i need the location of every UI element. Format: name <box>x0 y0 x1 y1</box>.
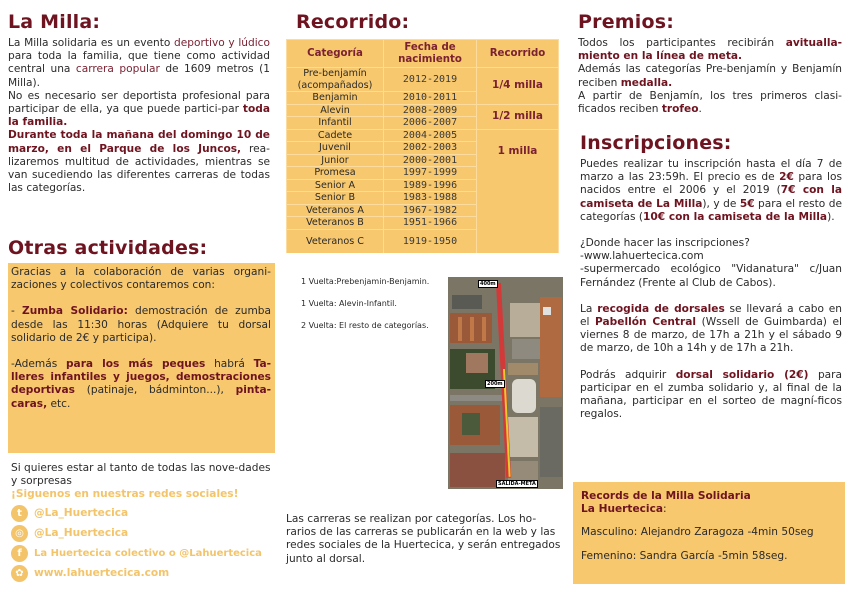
premios-title: Premios: <box>578 11 675 33</box>
laps-list <box>301 277 429 331</box>
map-label-salida-meta: SALIDA-META <box>498 481 536 487</box>
social-instagram-label[interactable]: @La_Huertecica <box>34 527 129 539</box>
header-fecha: Fecha de nacimiento <box>384 40 477 68</box>
zumba-item: - Zumba Solidario: demostración de zumba desde las 11:30 horas (Adquiere tu dorsal solidario de 2€ y participa). <box>11 305 271 344</box>
social-web-label[interactable]: www.lahuertecica.com <box>34 567 170 579</box>
records-title-2: La Huertecica: <box>581 503 667 516</box>
table-row: Infantil 2006-2007 <box>287 117 559 130</box>
table-row: Senior A 1989-1996 <box>287 179 559 192</box>
header-categoria: Categoría <box>287 40 384 68</box>
where-question: ¿Donde hacer las inscripciones? <box>580 237 750 250</box>
table-header-row <box>287 40 559 68</box>
milla-paragraph-1: La Milla solidaria es un evento deportivo y lúdico para toda la familia, que tiene como actividad central una carrera popular de 1609 metros (1 Milla). <box>8 37 270 89</box>
social-intro: Si quieres estar al tanto de todas las nove-dades y sorpresas <box>11 462 271 488</box>
lap-item: 1 Vuelta:Prebenjamin-Benjamin. <box>301 277 430 286</box>
map-label-200m: 200m <box>487 381 503 387</box>
records-box <box>573 482 845 584</box>
record-male: Masculino: Alejandro Zaragoza -4min 50seg <box>581 526 814 539</box>
social-facebook[interactable] <box>11 544 273 564</box>
peques-item: -Además para los más peques habrá Ta-lleres infantiles y juegos, demostraciones deportivas (patinaje, bádminton...), pinta-caras, etc. <box>11 358 272 410</box>
table-row: Veteranos A 1967-1982 <box>287 204 559 217</box>
milla-paragraph-2: No es necesario ser deportista profesional para participar de ella, ya que puede partici-par toda la familia. <box>8 89 270 129</box>
column-right <box>578 0 843 562</box>
milla-paragraph-3: Durante toda la mañana del domingo 10 de marzo, en el Parque de los Juncos, rea-lizaremos multitud de actividades, mientras se van sucediendo las diferentes carreras de todas las categorías. <box>8 129 270 195</box>
route-map <box>448 277 563 489</box>
web-icon: ✿ <box>11 565 28 582</box>
otras-actividades-box <box>8 263 275 453</box>
records-title-1: Records de la Milla Solidaria <box>581 490 751 502</box>
table-row: Veteranos B 1951-1966 <box>287 217 559 230</box>
lap-item: 1 Vuelta: Alevin-Infantil. <box>301 299 397 308</box>
table-row: Juvenil 2002-2003 <box>287 142 559 155</box>
otras-intro: Gracias a la colaboración de varias organi-zaciones y colectivos contaremos con: <box>11 266 271 292</box>
table-row: Junior 2000-2001 <box>287 154 559 167</box>
recorrido-footer: Las carreras se realizan por categorías. Los ho-rarios de las carreras se publicarán en la web y las redes sociales de la Huertecica, y serán entregados junto al dorsal. <box>286 513 561 565</box>
otras-actividades-title: Otras actividades: <box>8 237 208 259</box>
twitter-icon: t <box>11 505 28 522</box>
table-row: Cadete 2004-2005 1 milla <box>287 129 559 142</box>
record-female: Femenino: Sandra García -5min 58seg. <box>581 549 788 562</box>
distance-quarter: 1/4 milla <box>477 68 559 105</box>
where-store: -supermercado ecológico "Vidanatura" c/Juan Fernández (Frente al Club de Cabos). <box>580 263 842 289</box>
premios-text: Todos los participantes recibirán avitualla-miento en la línea de meta. Además las categorías Pre-benjamín y Benjamín reciben medalla. A partir de Benjamín, los tres primeros clasi-ficados reciben trofeo. <box>578 37 842 116</box>
distance-mile: 1 milla <box>477 129 559 253</box>
inscripciones-title: Inscripciones: <box>580 132 732 154</box>
map-label-400m: 400m <box>480 281 496 287</box>
where-web[interactable]: -www.lahuertecica.com <box>580 250 704 263</box>
column-left <box>8 0 272 579</box>
facebook-icon: f <box>11 545 28 562</box>
la-milla-title: La Milla: <box>8 11 101 33</box>
distance-half: 1/2 milla <box>477 104 559 129</box>
table-row: Alevin 2008-2009 1/2 milla <box>287 104 559 117</box>
social-web[interactable] <box>11 564 273 584</box>
header-recorrido: Recorrido <box>477 40 559 68</box>
social-twitter-label[interactable]: @La_Huertecica <box>34 507 129 519</box>
instagram-icon: ◎ <box>11 525 28 542</box>
dorsales-paragraph: La recogida de dorsales se llevará a cabo en el Pabellón Central (Wssell de Guimbarda) el viernes 8 de marzo, de 17h a 21h y el sábado 9 de marzo, de 10h a 14h y de 17h a 21h. <box>580 302 842 355</box>
la-milla-text <box>8 37 270 195</box>
solidario-paragraph: Podrás adquirir dorsal solidario (2€) para participar en el zumba solidario y, al final de la mañana, participar en el sorteo de magní-ficos regalos. <box>580 368 843 421</box>
recorrido-title: Recorrido: <box>296 11 410 33</box>
social-twitter[interactable] <box>11 504 273 524</box>
table-row: Veteranos C 1919-1950 <box>287 229 559 253</box>
table-row: Promesa 1997-1999 <box>287 167 559 180</box>
table-row: Senior B 1983-1988 <box>287 192 559 205</box>
categories-table <box>286 39 559 253</box>
social-instagram[interactable] <box>11 524 273 544</box>
social-cta: ¡Siguenos en nuestras redes sociales! <box>11 488 239 501</box>
social-section <box>11 462 273 584</box>
table-row: Benjamin 2010-2011 <box>287 92 559 105</box>
social-facebook-label[interactable]: La Huertecica colectivo o @Lahuertecica <box>34 548 262 559</box>
inscripciones-text: Puedes realizar tu inscripción hasta el día 7 de marzo a las 23:59h. El precio es de 2€ para los nacidos entre el 2006 y el 2019 (7€ con la camiseta de La Milla), y de 5€ para el resto de categorías (10€ con la camiseta de la Milla). ¿Donde hacer las inscripciones? -www.lahuertecica.com -supermercado ecológico "Vidanatura" c/Juan Fernández (Frente al Club de Cabos). La recogida de dorsales se llevará a cabo en el Pabellón Central (Wssell de Guimbarda) el viernes 8 de marzo, de 17h a 21h y el sábado 9 de marzo, de 10h a 14h y de 17h a 21h. Podrás adquirir dorsal solidario (2€) para participar en el zumba solidario y, al final de la mañana, participar en el sorteo de magní-ficos regalos. <box>580 158 843 421</box>
table-row: Pre-benjamín (acompañados) 2012-2019 1/4 milla <box>287 68 559 92</box>
lap-item: 2 Vuelta: El resto de categorías. <box>301 321 429 330</box>
